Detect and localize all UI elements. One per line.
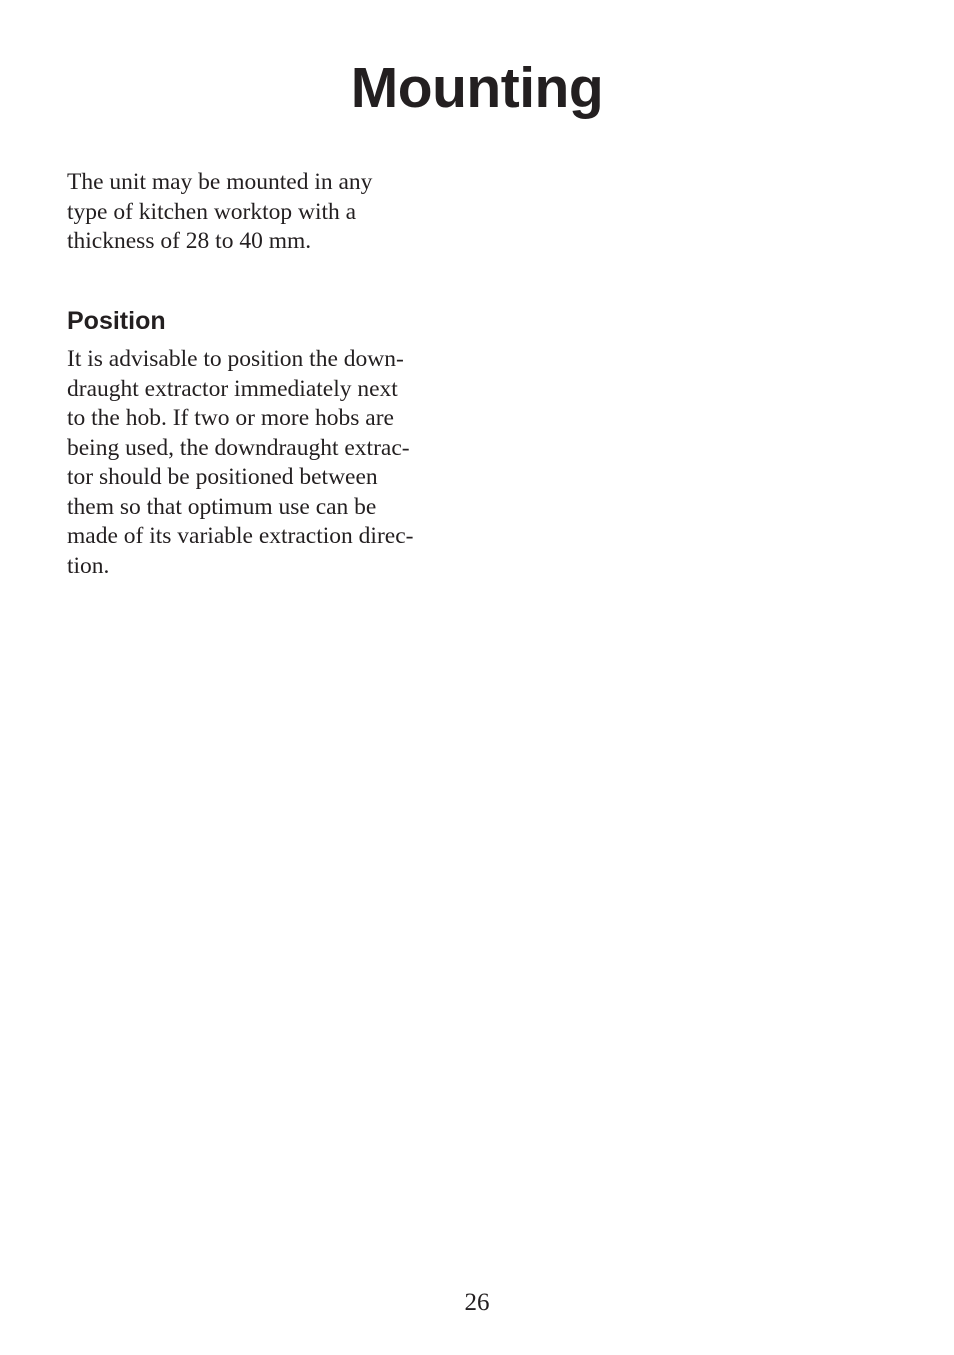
section-heading-position: Position xyxy=(67,307,166,335)
page-title: Mounting xyxy=(350,56,604,120)
position-paragraph: It is advisable to position the down- draught extractor immediately next to the hob. If two or more hobs are being used, the downdraught extrac- tor should be positioned between them so that optimum use can be made of its variable extraction direc- tion. xyxy=(67,346,414,579)
page-number: 26 xyxy=(464,1289,490,1316)
intro-paragraph: The unit may be mounted in any type of kitchen worktop with a thickness of 28 to 40 mm. xyxy=(67,169,373,254)
